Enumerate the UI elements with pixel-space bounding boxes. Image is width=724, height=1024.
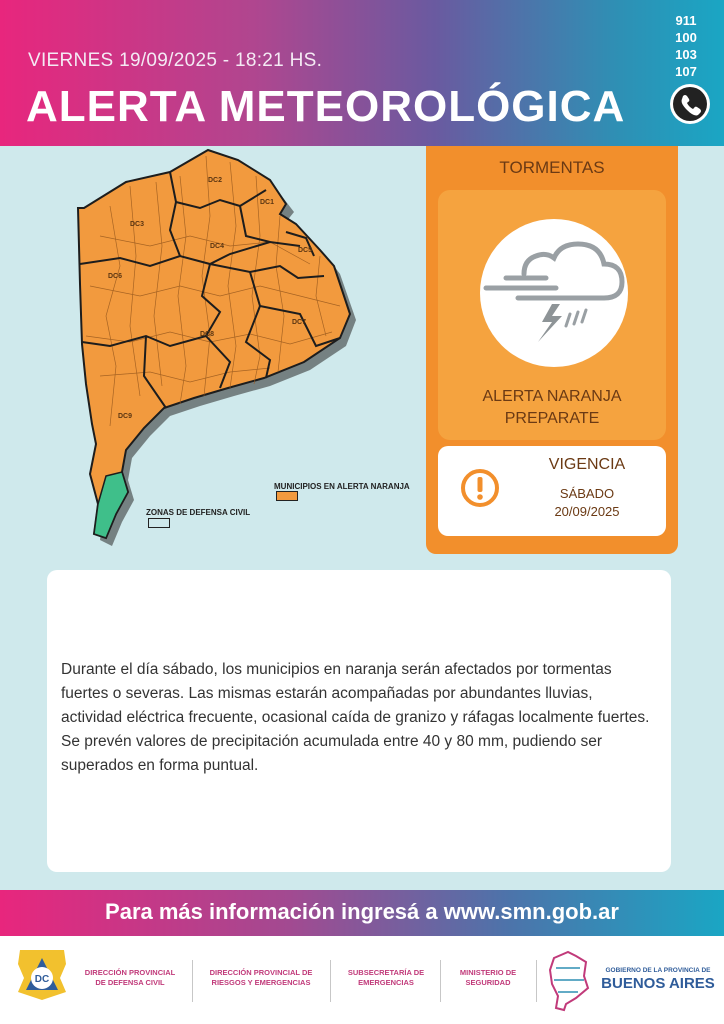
header-banner bbox=[0, 0, 724, 146]
zone-label: DC6 bbox=[108, 273, 123, 280]
validity-title: VIGENCIA bbox=[548, 456, 626, 473]
logo-line: EMERGENCIAS bbox=[358, 978, 414, 987]
legend-zones-label: ZONAS DE DEFENSA CIVIL bbox=[146, 508, 251, 517]
divider bbox=[440, 960, 441, 1002]
main-area bbox=[0, 146, 724, 890]
logo-buenos-aires bbox=[596, 966, 720, 992]
zone-label: DC4 bbox=[210, 243, 225, 250]
logo-ministerio bbox=[444, 968, 532, 988]
zone-label: DC9 bbox=[118, 413, 133, 420]
description-panel bbox=[47, 570, 671, 872]
info-link[interactable]: Para más información ingresá a www.smn.gob.ar bbox=[105, 899, 619, 924]
phone-number[interactable]: 100 bbox=[675, 30, 697, 45]
hazard-type: TORMENTAS bbox=[499, 158, 605, 177]
alert-level-label: ALERTA NARANJA bbox=[482, 388, 622, 405]
logo-line: GOBIERNO DE LA PROVINCIA DE bbox=[605, 967, 711, 974]
warning-icon bbox=[460, 468, 500, 508]
legend-zones-swatch bbox=[148, 518, 170, 528]
alert-date: VIERNES 19/09/2025 - 18:21 HS. bbox=[28, 50, 323, 71]
buenos-aires-logo bbox=[546, 948, 592, 1014]
zone-label: DC7 bbox=[292, 319, 307, 326]
logo-line: RIESGOS Y EMERGENCIAS bbox=[211, 978, 311, 987]
logo-line: DE DEFENSA CIVIL bbox=[95, 978, 165, 987]
page-title: ALERTA METEOROLÓGICA bbox=[26, 82, 626, 131]
logo-line: SEGURIDAD bbox=[465, 978, 511, 987]
alert-level-panel bbox=[438, 190, 666, 440]
divider bbox=[330, 960, 331, 1002]
logo-line: SUBSECRETARÍA DE bbox=[347, 968, 425, 977]
zone-label: DC5 bbox=[298, 247, 313, 254]
phone-number[interactable]: 911 bbox=[675, 13, 697, 28]
zone-label: DC8 bbox=[200, 331, 215, 338]
logo-riesgos bbox=[198, 968, 324, 988]
zone-label: DC3 bbox=[130, 221, 145, 228]
validity-date: 20/09/2025 bbox=[554, 504, 620, 519]
validity-panel bbox=[438, 446, 666, 536]
logo-subsecretaria bbox=[334, 968, 438, 988]
logo-defensa-civil bbox=[72, 968, 188, 988]
thunderstorm-icon bbox=[466, 218, 642, 368]
phone-number[interactable]: 103 bbox=[675, 47, 697, 62]
legend-alert-swatch bbox=[276, 491, 298, 501]
logo-line: MINISTERIO DE bbox=[459, 968, 517, 977]
legend-alert-label: MUNICIPIOS EN ALERTA NARANJA bbox=[274, 482, 410, 491]
alert-level-action: PREPARATE bbox=[504, 410, 600, 427]
zone-label: DC1 bbox=[260, 199, 275, 206]
defensa-civil-logo bbox=[14, 944, 70, 1004]
divider bbox=[536, 960, 537, 1002]
info-banner bbox=[0, 890, 724, 936]
logo-line: DIRECCIÓN PROVINCIAL DE bbox=[209, 968, 313, 977]
phone-icon bbox=[670, 84, 710, 124]
logo-line: BUENOS AIRES bbox=[601, 975, 715, 992]
logo-line: DIRECCIÓN PROVINCIAL bbox=[84, 968, 176, 977]
validity-day: SÁBADO bbox=[559, 486, 615, 501]
dc-badge-text: DC bbox=[34, 974, 50, 985]
zone-label: DC2 bbox=[208, 177, 223, 184]
alert-card bbox=[426, 146, 678, 554]
institution-logos bbox=[0, 936, 724, 1024]
emergency-phones bbox=[668, 12, 704, 80]
alert-level-text bbox=[438, 386, 666, 430]
alert-description: Durante el día sábado, los municipios en naranja serán afectados por tormentas fuertes o severas. Las mismas estarán acompañadas por abundantes lluvias, actividad eléctrica frecuente, ocasional caída de granizo y ráfagas localmente fuertes. Se prevén valores de precipitación acumulada entre 40 y 80 mm, pudiendo ser superados en forma puntual. bbox=[61, 661, 650, 774]
phone-number[interactable]: 107 bbox=[675, 64, 697, 79]
divider bbox=[192, 960, 193, 1002]
